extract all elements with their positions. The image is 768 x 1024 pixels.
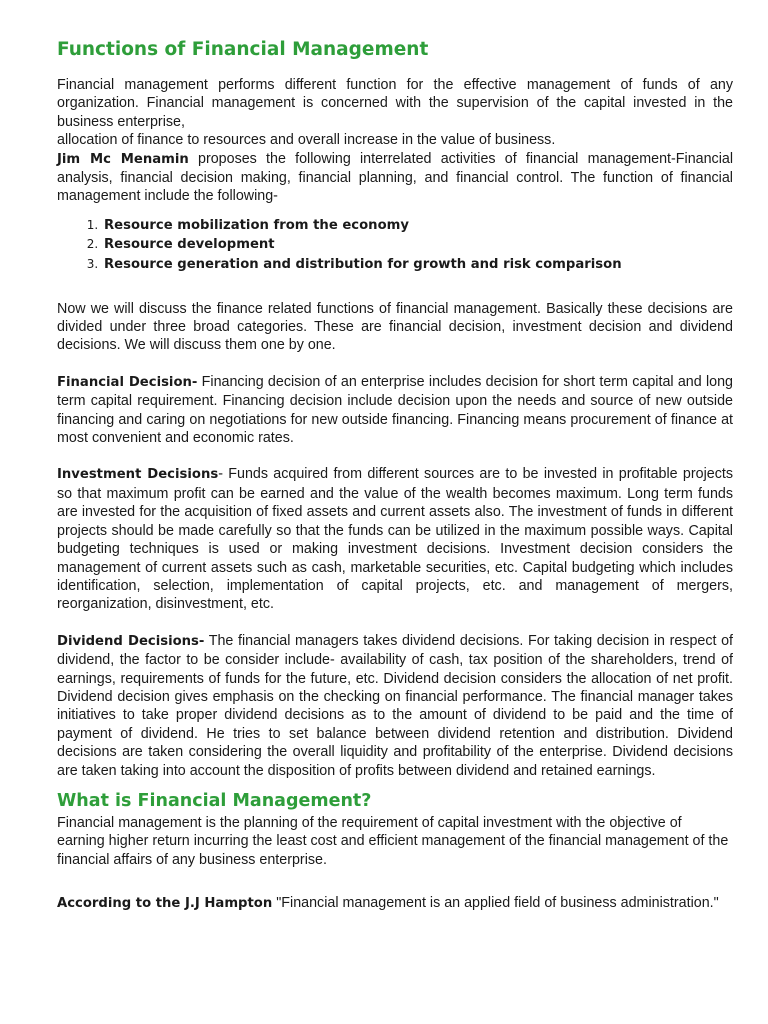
document-content — [57, 38, 733, 914]
investment-decision-text: - Funds acquired from different sources are to be invested in profitable projects so that maximum profit can be earned and the value of the wealth becomes maximum. Long term funds are invested for the acquisition of fixed assets and current assets also. The investment of funds in different projects should be made carefully so that the funds can be utilized in the maximum possible ways. Capital budgeting techniques is used or making investment decisions. Investment decision considers the management of current assets such as cash, marketable securities, etc. Capital budgeting which includes identification, selection, implementation of capital projects, etc. and management of mergers, reorganization, disinvestment, etc. — [57, 466, 733, 613]
investment-decision-paragraph — [57, 465, 733, 613]
investment-decision-label: Investment Decisions — [57, 467, 219, 483]
section-title-what-is: What is Financial Management? — [57, 790, 372, 811]
discussion-paragraph: Now we will discuss the finance related functions of financial management. Basically these decisions are divided under three broad categories. These are financial decision, investment decision and dividend decisions. We will discuss them one by one. — [57, 300, 733, 354]
dividend-decision-label: Dividend Decisions- — [57, 633, 205, 649]
financial-decision-label: Financial Decision- — [57, 374, 198, 390]
intro-paragraph: Financial management performs different function for the effective management of funds of any organization. Financial management is concerned with the supervision of the capital invested in the business enterprise, — [57, 77, 733, 130]
definition-paragraph: Financial management is the planning of the requirement of capital investment with the objective of earning higher return incurring the least cost and efficient management of the financial management of the financial affairs of any business enterprise. — [57, 814, 729, 868]
list-item: 3. Resource generation and distribution for growth and risk comparison — [102, 255, 733, 275]
dividend-decision-text: The financial managers takes dividend decisions. For taking decision in respect of dividend, the factor to be consider include- availability of cash, tax position of the shareholders, trend of earnings, requirements of funds for the future, etc. Dividend decision considers the allocation of net profit. Dividend decision gives emphasis on the checking on financial performance. The financial manager takes initiatives to take proper dividend decisions as to the amount of dividend to be paid and the time of payment of dividend. He tries to set balance between dividend retention and distribution. Dividend decisions are taken considering the overall liquidity and profitability of the enterprise. Dividend decisions are taken taking into account the disposition of profits between dividend and retained earnings. — [57, 632, 733, 779]
financial-decision-paragraph — [57, 373, 733, 448]
list-item: 1. Resource mobilization from the economy — [102, 216, 733, 236]
functions-list — [57, 216, 733, 275]
hampton-paragraph — [57, 894, 733, 913]
financial-decision-text: Financing decision of an enterprise includes decision for short term capital and long term capital requirement. Financing decision include decision upon the needs and source of new outside financing and caring on negotiations for new outside financing. Financing means procurement of finance at most convenient and economic rates. — [57, 373, 734, 447]
dividend-decision-paragraph — [57, 632, 733, 780]
author-name: Jim Mc Menamin — [57, 151, 189, 167]
hampton-label: According to the J.J Hampton — [57, 896, 273, 912]
menamin-paragraph — [57, 150, 733, 206]
list-item: 2. Resource development — [102, 235, 733, 255]
author-text: proposes the following interrelated activities of financial management-Financial analysis, financial decision making, financial planning, and financial control. The function of financial management include the following- — [57, 150, 734, 205]
section-title-functions: Functions of Financial Management — [57, 39, 429, 60]
intro-paragraph-continued: allocation of finance to resources and overall increase in the value of business. — [57, 132, 556, 149]
hampton-text: "Financial management is an applied field of business administration." — [272, 895, 719, 912]
